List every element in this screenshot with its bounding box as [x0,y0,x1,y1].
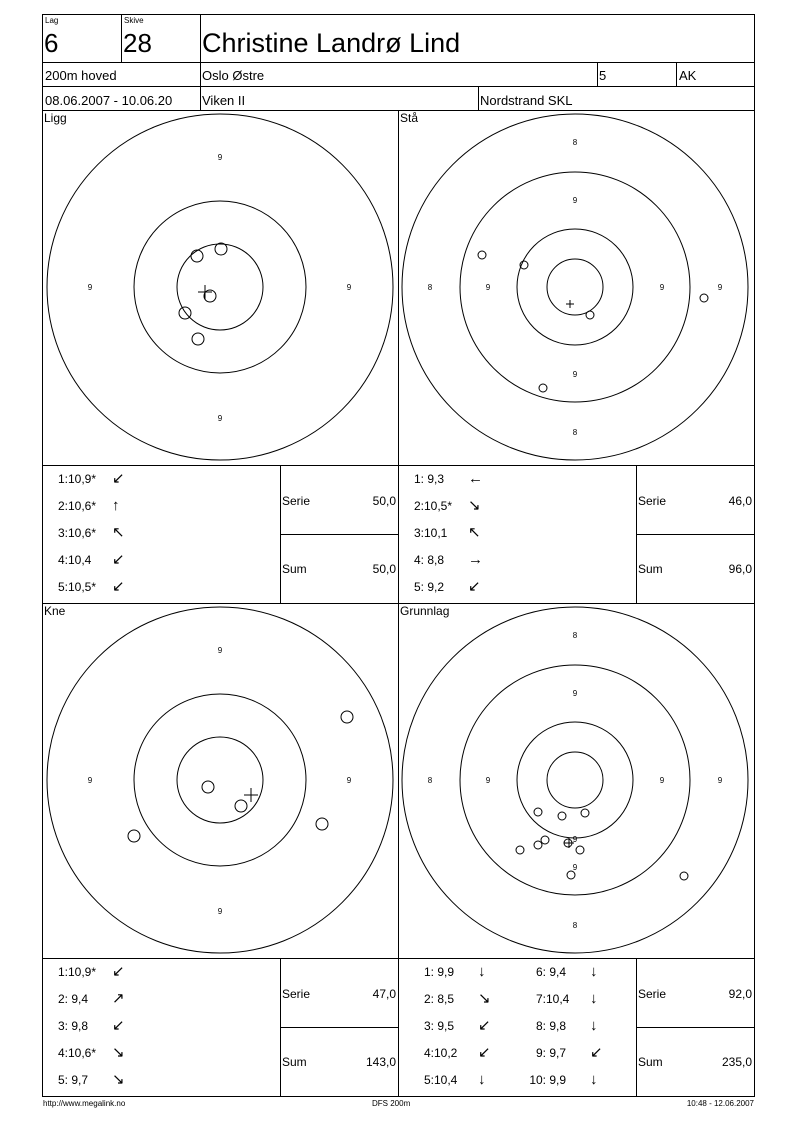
arrow-icon: ↓ [590,1071,598,1088]
arrow-icon: ↙ [478,1044,491,1061]
shot-row: 5: 9,7 ↘ [57,1071,125,1088]
ring-number: 8 [572,428,578,437]
shot-mark [128,830,140,842]
ring-number: 8 [427,283,433,292]
serie-value: 50,0 [372,494,396,508]
serie-label: Serie [282,987,311,1001]
arrow-icon: ← [468,470,483,487]
arrow-icon: ↓ [590,1017,598,1034]
ring-number: 9 [572,835,578,844]
shot-row: 2: 8,5 ↘ [423,990,491,1007]
kne-shots [128,711,353,842]
shot-mark [567,871,575,879]
ring-number: 9 [572,863,578,872]
shot-mark [558,812,566,820]
shot-mark [235,800,247,812]
klasse-number: 5 [599,68,607,83]
serie-label: Serie [638,494,667,508]
grunnlag-shots [516,808,688,880]
lag-value: 6 [44,28,59,58]
shot-row: 1:10,9* ↙ [57,470,125,487]
ring-number: 9 [87,283,93,292]
ring-number: 8 [572,921,578,930]
shot-mark [202,781,214,793]
ring-number: 9 [485,283,491,292]
ring-number: 9 [572,196,578,205]
arrow-icon: ↘ [478,990,491,1007]
shot-mark [680,872,688,880]
shot-row: 1: 9,9 ↓ [423,963,486,980]
arrow-icon: ↖ [112,524,125,541]
sum-value: 96,0 [728,562,752,576]
arrow-icon: ↘ [112,1044,125,1061]
position-label-grunnlag: Grunnlag [400,604,450,618]
footer-url[interactable]: http://www.megalink.no [43,1099,126,1108]
shot-mark [516,846,524,854]
serie-label: Serie [638,987,667,1001]
arrow-icon: ↙ [468,578,481,595]
target-ligg [47,114,393,460]
shot-row: 1:10,9* ↙ [57,963,125,980]
dates: 08.06.2007 - 10.06.20 [45,94,173,108]
ring-number: 8 [572,631,578,640]
shooter-name: Christine Landrø Lind [202,28,461,58]
grunnlag-shot-list-a [416,965,491,1100]
ring-3 [517,229,633,345]
arrow-icon: ↑ [112,497,120,514]
sum-label: Sum [282,1055,307,1069]
serie-value: 47,0 [372,987,396,1001]
shot-row: 3:10,1 ↖ [413,524,481,541]
ring-outer [402,114,748,460]
club: Nordstrand SKL [480,93,573,108]
club-region: Oslo Østre [202,68,265,83]
arrow-icon: ↓ [590,963,598,980]
arrow-icon: ↖ [468,524,481,541]
ring-number: 9 [659,283,665,292]
sum-label: Sum [638,1055,663,1069]
kne-ring-numbers [88,646,352,916]
arrow-icon: ↓ [478,963,486,980]
ring-number: 9 [346,283,352,292]
footer-printed: 10:48 - 12.06.2007 [686,1099,754,1108]
shot-mark [179,307,191,319]
shot-mark [215,243,227,255]
arrow-icon: ↓ [590,990,598,1007]
shot-row: 4:10,4 ↙ [57,551,125,568]
sum-value: 235,0 [721,1055,752,1069]
position-label-sta: Stå [400,111,419,125]
center-cross [566,300,574,308]
ring-inner [177,737,263,823]
shot-row: 3: 9,8 ↙ [57,1017,125,1034]
arrow-icon: ↙ [112,551,125,568]
serie-label: Serie [282,494,311,508]
sta-ring-numbers [428,138,723,437]
skive-label: Skive [124,16,144,25]
ring-number: 9 [572,370,578,379]
ligg-shot-list [52,472,125,607]
serie-value: 92,0 [728,987,752,1001]
sta-shots [478,251,708,392]
skive-value: 28 [123,28,152,58]
ring-outer [47,114,393,460]
shot-mark [539,384,547,392]
serie-value: 46,0 [728,494,752,508]
shot-mark [316,818,328,830]
shot-row: 7:10,4 ↓ [535,990,598,1007]
ring-2 [460,172,690,402]
ring-outer [402,607,748,953]
ring-number: 9 [717,776,723,785]
ring-outer [47,607,393,953]
target-sta [402,114,748,460]
ring-number: 9 [217,414,223,423]
ring-number: 9 [346,776,352,785]
position-label-ligg: Ligg [44,111,67,125]
ring-3 [517,722,633,838]
shot-mark [586,311,594,319]
shot-mark [478,251,486,259]
shot-row: 9: 9,7 ↙ [535,1044,603,1061]
venue: Viken II [202,93,246,108]
ring-number: 9 [659,776,665,785]
target-kne [47,607,393,953]
sta-shot-list [408,472,483,607]
shot-row: 10: 9,9 ↓ [529,1071,598,1088]
shot-row: 4: 8,8 → [413,551,483,568]
sum-label: Sum [638,562,663,576]
shot-mark [192,333,204,345]
shot-mark [534,841,542,849]
grunnlag-ring-numbers [428,631,723,930]
shot-row: 3:10,6* ↖ [57,524,125,541]
shot-row: 2:10,5* ↘ [413,497,481,514]
sum-value: 143,0 [365,1055,396,1069]
shot-row: 3: 9,5 ↙ [423,1017,491,1034]
shot-row: 1: 9,3 ← [413,470,483,487]
ligg-ring-numbers [88,153,352,423]
shot-row: 2:10,6* ↑ [57,497,120,514]
ring-number: 9 [217,153,223,162]
shot-mark [341,711,353,723]
shot-mark [191,250,203,262]
klasse: AK [679,68,697,83]
position-label-kne: Kne [44,604,66,618]
shot-mark [541,836,549,844]
arrow-icon: ↙ [112,578,125,595]
arrow-icon: ↙ [478,1017,491,1034]
ring-inner [547,752,603,808]
ring-number: 9 [87,776,93,785]
ring-number: 9 [217,646,223,655]
ring-number: 9 [217,907,223,916]
shot-row: 4:10,2 ↙ [423,1044,491,1061]
target-grunnlag [402,607,748,953]
shot-mark [576,846,584,854]
shot-row: 5:10,4 ↓ [423,1071,486,1088]
arrow-icon: ↗ [112,990,125,1007]
program: 200m hoved [45,68,117,83]
arrow-icon: ↘ [468,497,481,514]
footer-system: DFS 200m [372,1099,411,1108]
ring-number: 9 [572,689,578,698]
grunnlag-shot-list-b [528,965,603,1100]
sum-label: Sum [282,562,307,576]
kne-shot-list [52,965,125,1100]
arrow-icon: ↙ [590,1044,603,1061]
arrow-icon: ↓ [478,1071,486,1088]
arrow-icon: ↙ [112,470,125,487]
shot-row: 5:10,5* ↙ [57,578,125,595]
shot-row: 4:10,6* ↘ [57,1044,125,1061]
ring-number: 9 [717,283,723,292]
center-cross [244,788,258,802]
shot-row: 5: 9,2 ↙ [413,578,481,595]
ring-2 [460,665,690,895]
arrow-icon: → [468,551,483,568]
shot-row: 2: 9,4 ↗ [57,990,125,1007]
ring-middle [134,694,306,866]
sum-value: 50,0 [372,562,396,576]
ring-number: 8 [427,776,433,785]
arrow-icon: ↙ [112,1017,125,1034]
ring-middle [134,201,306,373]
shot-row: 6: 9,4 ↓ [535,963,598,980]
ring-number: 8 [572,138,578,147]
shot-row: 8: 9,8 ↓ [535,1017,598,1034]
center-cross [198,285,212,299]
lag-label: Lag [45,16,59,25]
arrow-icon: ↘ [112,1071,125,1088]
ring-inner [547,259,603,315]
ring-number: 9 [485,776,491,785]
shot-mark [581,809,589,817]
arrow-icon: ↙ [112,963,125,980]
shot-mark [534,808,542,816]
shot-mark [700,294,708,302]
